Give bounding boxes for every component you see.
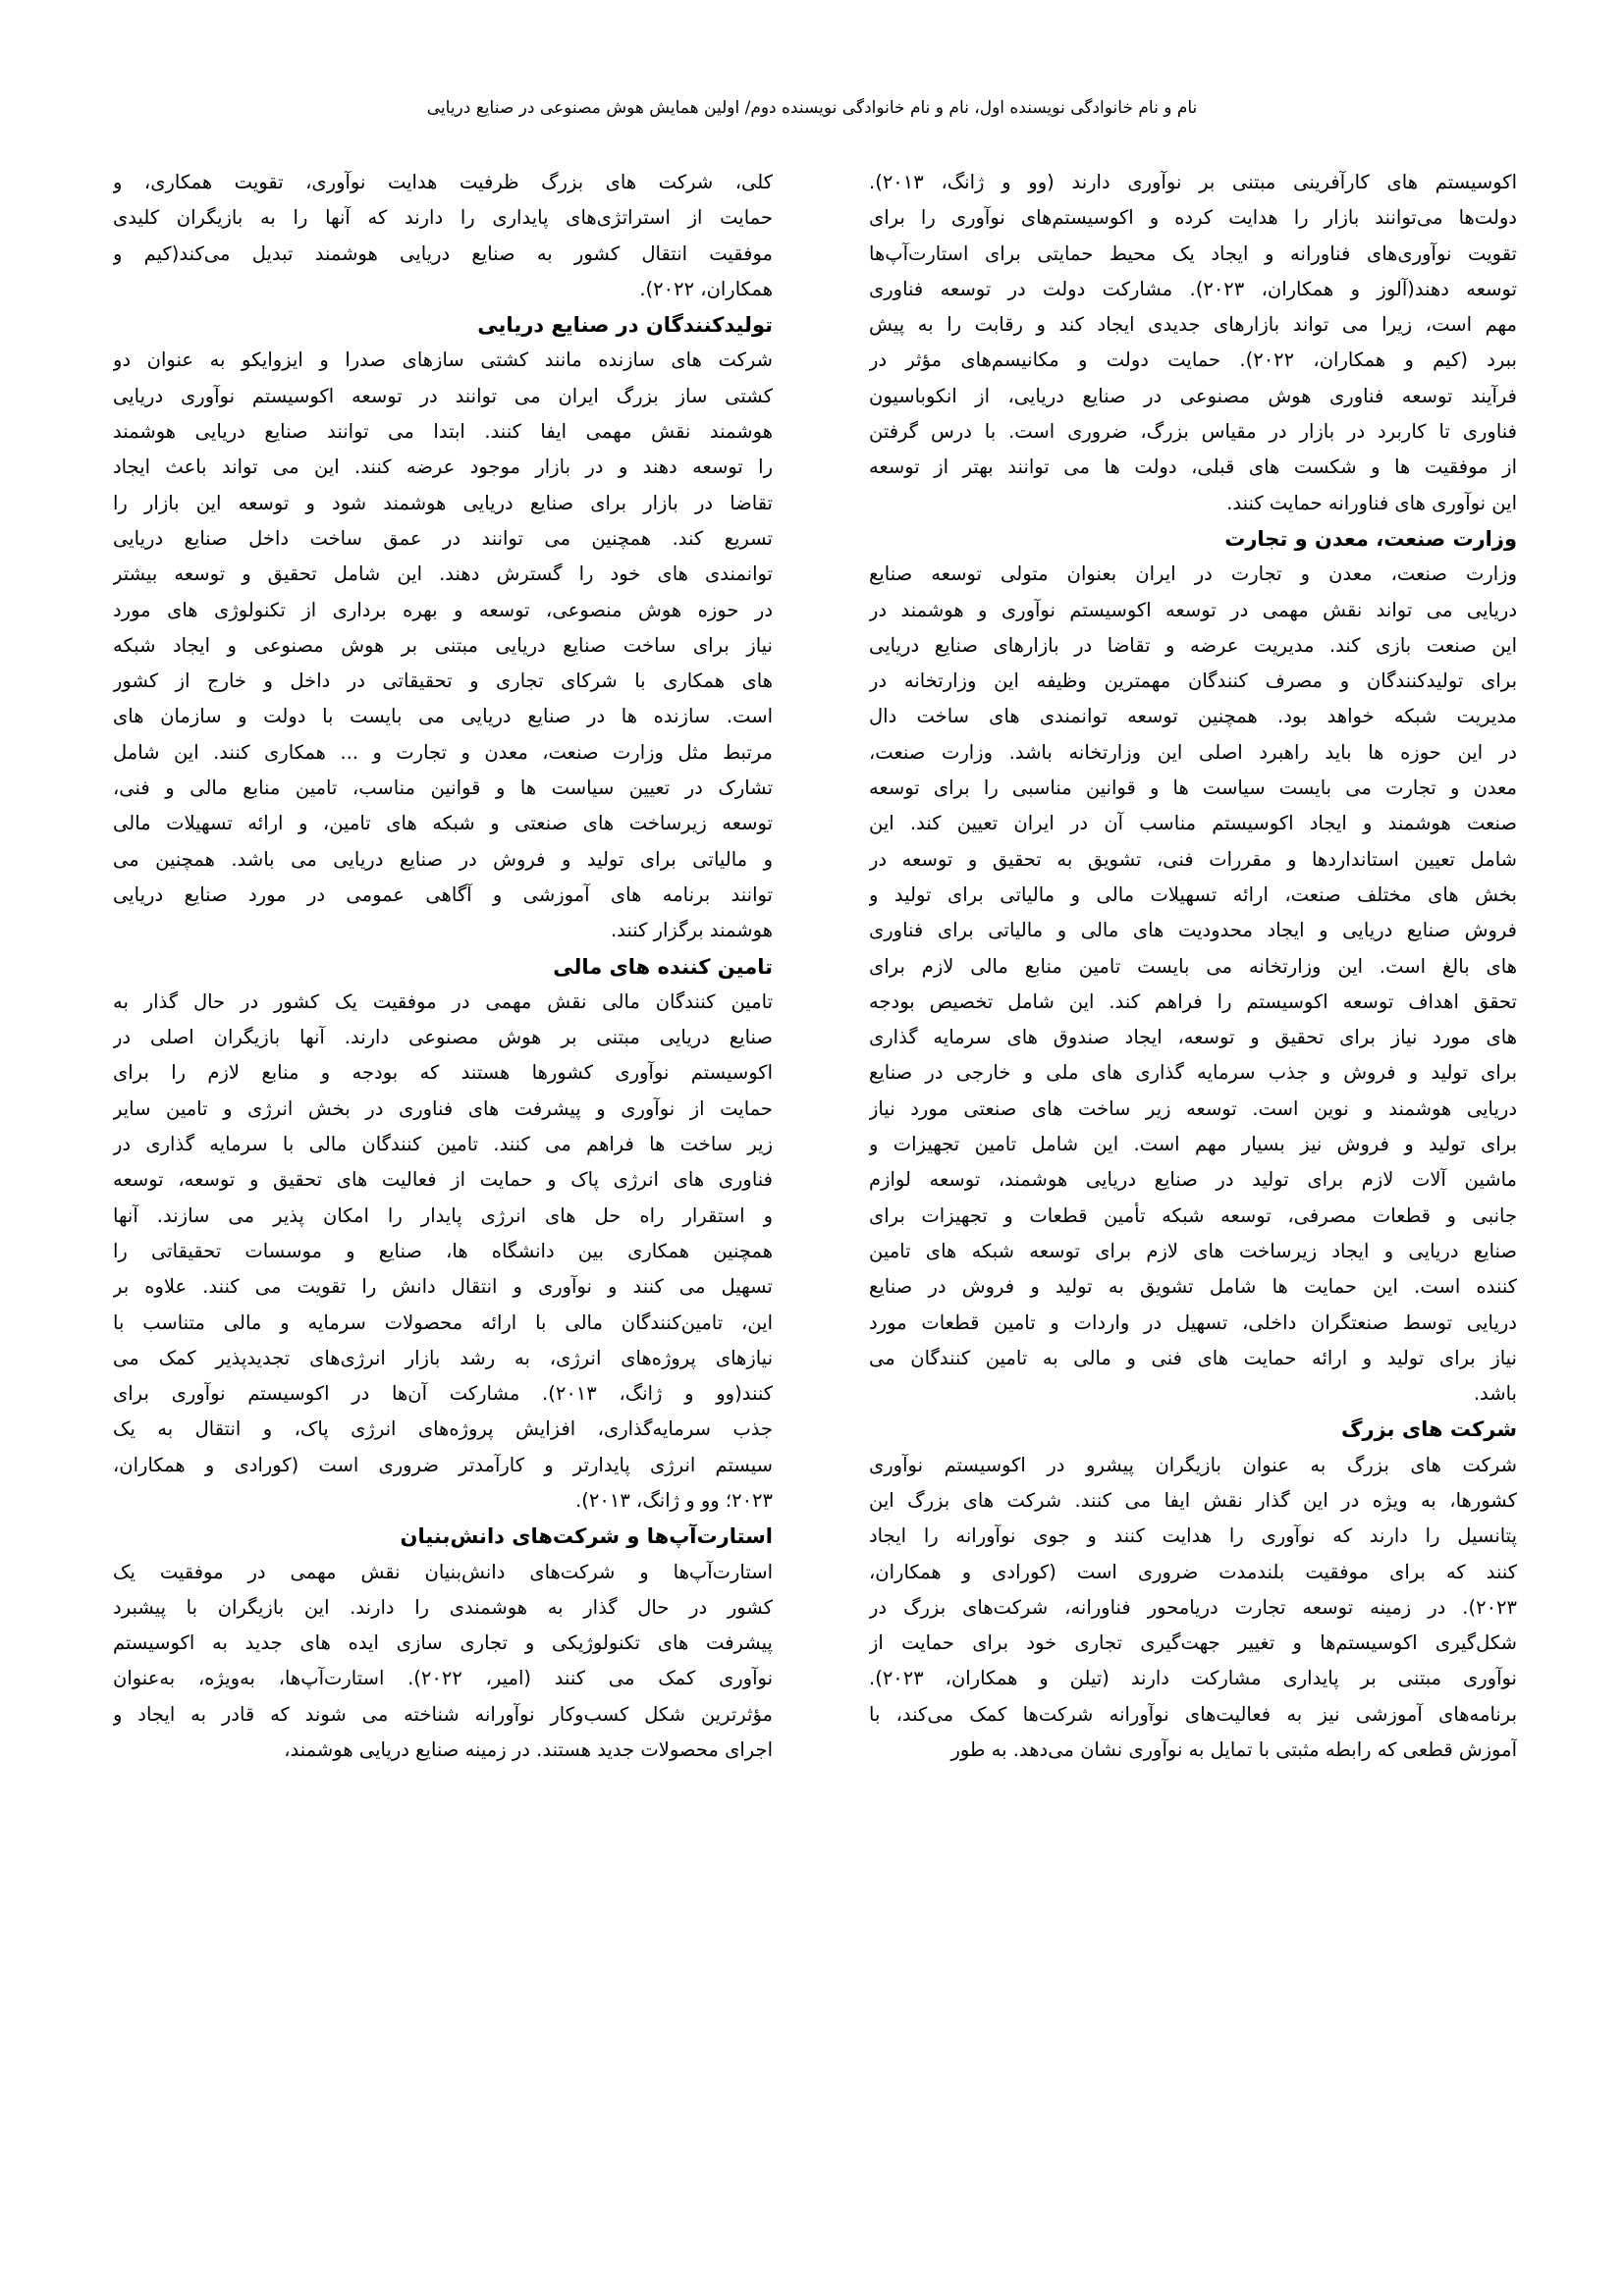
text-line: شرکت های بزرگ به عنوان بازیگران پیشرو در اکوسیستم نوآوری xyxy=(869,1453,1517,1476)
running-header xyxy=(0,98,1624,118)
text-line: توسعه دهند(آلوز و همکاران، ۲۰۲۳). مشارکت دولت در توسعه فناوری xyxy=(869,277,1517,300)
text-line: فناوری های انرژی پاک و حمایت از فعالیت های تحقیق و توسعه، توسعه xyxy=(113,1168,773,1192)
text-line: توانند برنامه های آموزشی و آگاهی عمومی در مورد صنایع دریایی xyxy=(113,882,773,906)
running-title: نام و نام خانوادگی نویسنده اول، نام و نام خانوادگی نویسنده دوم/ اولین همایش هوش مصنوعی در صنایع دریایی xyxy=(426,98,1198,118)
text-line: توانمندی های خود را گسترش دهند. این شامل تحقیق و توسعه بیشتر xyxy=(113,562,773,586)
text-line: را توسعه دهند و در بازار موجود عرضه کنند. این می تواند باعث ایجاد xyxy=(113,455,773,479)
paragraph-startups xyxy=(113,1555,773,1769)
text-line: نوآوری کمک می کنند (امیر، ۲۰۲۲). استارت‌آپ‌ها، به‌ویژه، به‌عنوان xyxy=(113,1667,773,1690)
text-line: ۲۰۲۳). در زمینه توسعه تجارت دریامحور فناورانه، شرکت‌های بزرگ در xyxy=(869,1595,1517,1619)
text-line: تسهیل می کنند و نوآوری و انتقال دانش را تقویت می کنند. علاوه بر xyxy=(113,1275,773,1299)
text-line: کنند که برای موفقیت بلندمدت ضروری است (کورادی و همکاران، xyxy=(869,1560,1517,1583)
text-line: در این حوزه ها باید راهبرد اصلی این وزارتخانه باشد. وزارت صنعت، xyxy=(869,740,1517,764)
text-line: تحقق اهداف توسعه اکوسیستم را فراهم کند. این شامل تخصیص بودجه xyxy=(869,989,1517,1013)
text-line: شرکت های سازنده مانند کشتی سازهای صدرا و ایزوایکو به عنوان دو xyxy=(113,348,773,372)
text-line: هوشمند برگزار کنند. xyxy=(610,919,773,942)
text-line: باشد. xyxy=(1473,1382,1517,1406)
text-line: موفقیت انتقال کشور به صنایع دریایی هوشمند تبدیل می‌کند(کیم و xyxy=(113,241,773,265)
text-line: جذب سرمایه‌گذاری، افزایش پروژه‌های انرژی پاک، و انتقال به یک xyxy=(113,1417,773,1441)
text-line: نوآوری مبتنی بر پایداری مشارکت دارند (تیلن و همکاران، ۲۰۲۳). xyxy=(869,1667,1517,1690)
text-line: های همکاری با شرکای تجاری و تحقیقاتی در داخل و خارج از کشور xyxy=(113,669,773,693)
text-line: حمایت از نوآوری و پیشرفت های فناوری در بخش انرژی و تامین سایر xyxy=(113,1096,773,1120)
text-line: مرتبط مثل وزارت صنعت، معدن و تجارت و ... همکاری کنند. این شامل xyxy=(113,740,773,764)
text-line: وزارت صنعت، معدن و تجارت در ایران بعنوان متولی توسعه صنایع xyxy=(869,562,1517,586)
text-line: نیاز برای تولید و ارائه حمایت های فنی و مالی به تامین کنندگان می xyxy=(869,1346,1517,1369)
text-line: معدن و تجارت می بایست سیاست ها و قوانین مناسبی را برای توسعه xyxy=(869,776,1517,800)
text-line: تامین کنندگان مالی نقش مهمی در موفقیت یک کشور در حال گذار به xyxy=(113,989,773,1013)
text-line: پیشرفت های تکنولوژیکی و تجاری سازی ایده های جدید به اکوسیستم xyxy=(113,1631,773,1655)
text-line: این نوآوری های فناورانه حمایت کنند. xyxy=(1226,491,1517,514)
section-heading-financiers: تامین کننده های مالی xyxy=(553,954,773,979)
text-line: پتانسیل را دارند که نوآوری را هدایت کنند و جوی نوآورانه را ایجاد xyxy=(869,1524,1517,1548)
text-line: و استقرار راه حل های انرژی پایدار را امکان پذیر می سازند. آنها xyxy=(113,1203,773,1227)
text-line: حمایت از استراتژی‌های پایداری را دارند که آنها را به بازیگران کلیدی xyxy=(113,206,773,230)
text-line: صنایع دریایی و ایجاد زیرساخت های لازم برای توسعه شبکه های تامین xyxy=(869,1239,1517,1262)
text-line: دریایی هوشمند و نوین است. توسعه زیر ساخت های صنعتی مورد نیاز xyxy=(869,1096,1517,1120)
text-line: دریایی توسط صنعتگران داخلی، تسهیل در واردات و تامین قطعات مورد xyxy=(869,1310,1517,1334)
text-line: استارت‌آپ‌ها و شرکت‌های دانش‌بنیان نقش مهمی در موفقیت یک xyxy=(113,1560,773,1583)
text-line: های بالغ است. این وزارتخانه می بایست تامین منابع مالی لازم برای xyxy=(869,954,1517,978)
text-line: اکوسیستم نوآوری کشورها هستند که بودجه و منابع لازم را برای xyxy=(113,1061,773,1085)
text-line: کننده است. این حمایت ها شامل تشویق به تولید و فروش در صنایع xyxy=(869,1275,1517,1299)
text-line: برای تولید و فروش و جذب سرمایه گذاری های ملی و خارجی در صنایع xyxy=(869,1061,1517,1085)
text-line: در حوزه هوش منصوعی، توسعه و بهره برداری از تکنولوژی های مورد xyxy=(113,598,773,621)
text-line: های مورد نیاز برای تحقیق و توسعه، ایجاد صندوق های سرمایه گذاری xyxy=(869,1026,1517,1049)
text-line: زیر ساخت ها فراهم می کنند. تامین کنندگان مالی با سرمایه گذاری در xyxy=(113,1133,773,1156)
text-line: این، تامین‌کنندگان مالی با ارائه محصولات سرمایه و مالی متناسب با xyxy=(113,1310,773,1334)
text-line: صنایع دریایی مبتنی بر هوش مصنوعی دارند. آنها بازیگران اصلی در xyxy=(113,1026,773,1049)
text-line: این صنعت بازی کند. مدیریت عرضه و تقاضا در بازارهای صنایع دریایی xyxy=(869,633,1517,657)
text-line: ۲۰۲۳؛ وو و ژانگ، ۲۰۱۳). xyxy=(575,1488,773,1512)
text-line: از موفقیت ها و شکست های قبلی، دولت ها می توانند بهتر از توسعه xyxy=(869,455,1517,479)
text-line: همچنین همکاری بین دانشگاه ها، صنایع و موسسات تحقیقاتی را xyxy=(113,1239,773,1262)
paragraph-manufacturers xyxy=(113,343,773,948)
paragraph-government-role xyxy=(869,165,1517,521)
text-line: هوشمند نقش مهمی ایفا کنند. ابتدا می توانند صنایع دریایی هوشمند xyxy=(113,420,773,444)
text-line: صنعت هوشمند و ایجاد اکوسیستم مناسب آن در ایران تعیین کند. این xyxy=(869,812,1517,835)
text-line: نیاز برای ساخت صنایع دریایی مبتنی بر هوش مصنوعی و ایجاد شبکه xyxy=(113,633,773,657)
text-line: است. سازنده ها در صنایع دریایی می بایست با دولت و سازمان های xyxy=(113,705,773,728)
text-line: کنند(وو و ژانگ، ۲۰۱۳). مشارکت آن‌ها در اکوسیستم نوآوری برای xyxy=(113,1382,773,1406)
text-line: فرآیند توسعه فناوری هوش مصنوعی در صنایع دریایی، از انکوباسیون xyxy=(869,384,1517,407)
paragraph-financiers xyxy=(113,985,773,1519)
text-line: تقویت نوآوری‌های فناورانه و ایجاد یک محیط حمایتی برای استارت‌آپ‌ها xyxy=(869,241,1517,265)
text-line: شکل‌گیری اکوسیستم‌ها و تغییر جهت‌گیری تجاری خود برای حمایت از xyxy=(869,1631,1517,1655)
text-line: مدیریت شبکه خواهد بود. همچنین توسعه توانمندی های ساخت دال xyxy=(869,705,1517,728)
text-line: تشارک در تعیین سیاست ها و قوانین مناسب، تامین منابع مالی و فنی، xyxy=(113,776,773,800)
paragraph-large-companies xyxy=(869,1448,1517,1769)
text-line: آموزش قطعی که رابطه مثبتی با تمایل به نوآوری نشان می‌دهد. به طور xyxy=(950,1738,1517,1762)
text-line: شامل تعیین استانداردها و مقررات فنی، تشویق به تحقیق و توسعه در xyxy=(869,847,1517,871)
text-line: بخش های مختلف صنعت، ارائه تسهیلات مالی و مالیاتی برای تولید و xyxy=(869,882,1517,906)
section-heading-ministry: وزارت صنعت، معدن و تجارت xyxy=(1224,526,1517,551)
text-line: توسعه زیرساخت های صنعتی و شبکه های تامین، و ارائه تسهیلات مالی xyxy=(113,812,773,835)
section-heading-startups: استارت‌آپ‌ها و شرکت‌های دانش‌بنیان xyxy=(400,1524,773,1549)
text-line: و مالیاتی برای تولید و فروش در صنایع دریایی می باشد. همچنین می xyxy=(113,847,773,871)
text-line: همکاران، ۲۰۲۲). xyxy=(639,277,773,300)
text-line: برای تولیدکنندگان و مصرف کنندگان مهمترین وظیفه این وزارتخانه در xyxy=(869,669,1517,693)
text-line: برنامه‌های آموزشی نیز به فعالیت‌های نوآورانه شرکت‌ها کمک می‌کند، با xyxy=(869,1702,1517,1726)
text-line: دولت‌ها می‌توانند بازار را هدایت کرده و اکوسیستم‌های نوآوری را برای xyxy=(869,206,1517,230)
section-heading-large-companies: شرکت های بزرگ xyxy=(1340,1417,1517,1442)
text-line: اجرای محصولات جدید هستند. در زمینه صنایع دریایی هوشمند، xyxy=(284,1738,773,1762)
text-line: کشورها، به ویژه در این گذار نقش ایفا می کنند. شرکت های بزرگ این xyxy=(869,1488,1517,1512)
text-line: مهم است، زیرا می تواند بازارهای جدیدی ایجاد کند و رقابت را به پیش xyxy=(869,313,1517,337)
text-line: فروش صنایع دریایی و ایجاد محدودیت های مالی و مالیاتی برای فناوری xyxy=(869,919,1517,942)
text-line: نیازهای پروژه‌های انرژی، به رشد بازار انرژی‌های تجدیدپذیر کمک می xyxy=(113,1346,773,1369)
text-line: جانبی و قطعات مصرفی، توسعه شبکه تأمین قطعات و تجهیزات برای xyxy=(869,1203,1517,1227)
text-line: مؤثرترین شکل کسب‌وکار نوآورانه شناخته می شوند که قادر به ایجاد و xyxy=(113,1702,773,1726)
paragraph-ministry xyxy=(869,557,1517,1412)
text-line: دریایی می تواند نقش مهمی در توسعه اکوسیستم نوآوری و هوشمند در xyxy=(869,598,1517,621)
text-line: کشتی ساز بزرگ ایران می توانند در توسعه اکوسیستم نوآوری دریایی xyxy=(113,384,773,407)
text-line: کشور در حال گذار به هوشمندی را دارند. این بازیگران با پیشبرد xyxy=(113,1595,773,1619)
text-line: تقاضا در بازار برای صنایع دریایی هوشمند شود و توسعه این بازار را xyxy=(113,491,773,514)
text-line: اکوسیستم های کارآفرینی مبتنی بر نوآوری دارند (وو و ژانگ، ۲۰۱۳). xyxy=(869,171,1517,193)
text-line: ماشین آلات لازم برای تولید در صنایع دریایی هوشمند، توسعه لوازم xyxy=(869,1168,1517,1192)
text-line: تسریع کند. همچنین می توانند در عمق ساخت داخل صنایع دریایی xyxy=(113,526,773,550)
text-line: فناوری تا کاربرد در بازار در مقیاس بزرگ، ضروری است. با درس گرفتن xyxy=(869,420,1517,444)
right-column xyxy=(869,165,1517,1768)
text-line: کلی، شرکت های بزرگ ظرفیت هدایت نوآوری، تقویت همکاری، و xyxy=(113,171,773,193)
left-column xyxy=(113,165,773,1768)
text-line: سیستم انرژی پایدارتر و کارآمدتر ضروری است (کورادی و همکاران، xyxy=(113,1453,773,1476)
paragraph-large-companies-cont xyxy=(113,165,773,307)
text-line: برای تولید و فروش نیز بسیار مهم است. این شامل تامین تجهیزات و xyxy=(869,1133,1517,1156)
text-line: ببرد (کیم و همکاران، ۲۰۲۲). حمایت دولت و مکانیسم‌های مؤثر در xyxy=(869,348,1517,372)
section-heading-manufacturers: تولیدکنندگان در صنایع دریایی xyxy=(477,313,773,338)
